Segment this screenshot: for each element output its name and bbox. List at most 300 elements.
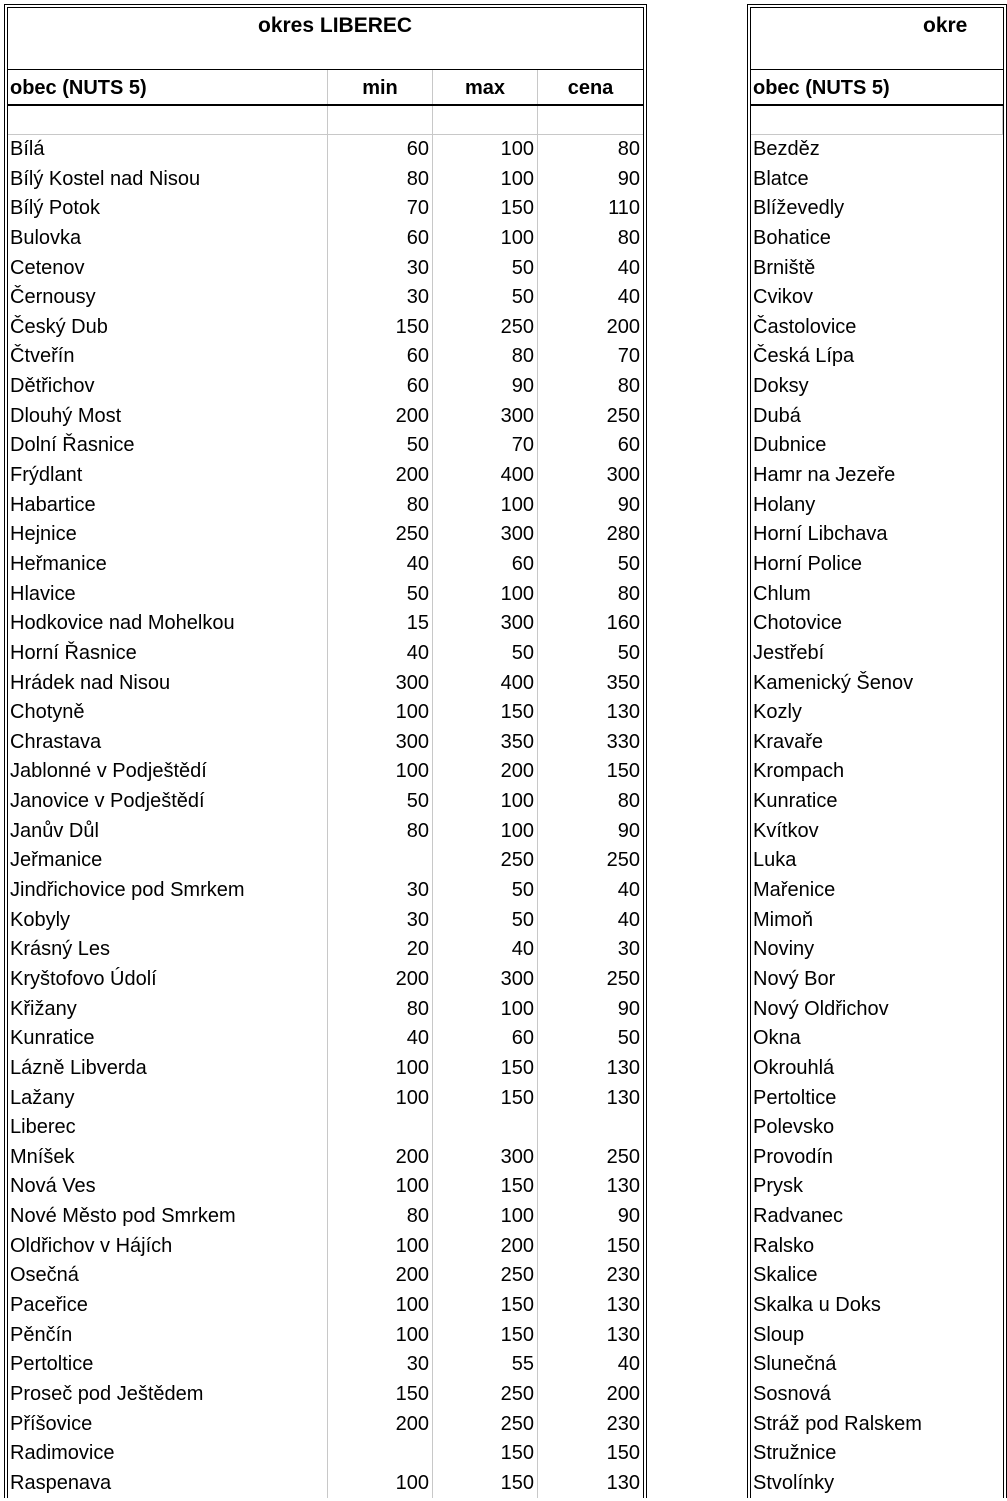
min-cell: 15 <box>328 609 433 639</box>
min-cell: 200 <box>328 965 433 995</box>
min-cell: 100 <box>328 698 433 728</box>
cena-cell: 130 <box>606 1086 640 1109</box>
table-row <box>751 995 1003 1025</box>
obec-cell: Hejnice <box>8 520 328 550</box>
obec-cell: Ralsko <box>753 1234 815 1257</box>
max-cell: 150 <box>433 1321 538 1351</box>
obec-cell: Stvolínky <box>753 1471 835 1494</box>
obec-cell: Bílá <box>8 135 328 165</box>
cena-cell: 150 <box>606 760 640 783</box>
max-cell: 350 <box>433 728 538 758</box>
min-cell: 40 <box>328 639 433 669</box>
table-row <box>8 846 643 876</box>
obec-cell: Habartice <box>8 491 328 521</box>
obec-cell: Paceřice <box>8 1291 328 1321</box>
min-cell: 60 <box>328 224 433 254</box>
liberec-table <box>4 4 647 1498</box>
table-row <box>751 461 1003 491</box>
obec-cell: Horní Police <box>753 552 862 575</box>
obec-cell: Lažany <box>8 1084 328 1114</box>
table-row <box>8 431 643 461</box>
min-cell: 150 <box>328 313 433 343</box>
table-row <box>751 1024 1003 1054</box>
cena-cell: 150 <box>606 1234 640 1257</box>
min-cell: 60 <box>328 342 433 372</box>
table-row <box>8 787 643 817</box>
min-cell: 100 <box>328 1172 433 1202</box>
table-row <box>8 965 643 995</box>
obec-cell: Český Dub <box>8 313 328 343</box>
cena-cell: 40 <box>617 256 640 279</box>
max-cell: 100 <box>433 995 538 1025</box>
header-min: min <box>328 70 433 104</box>
max-cell: 400 <box>433 669 538 699</box>
cena-cell <box>538 1113 643 1143</box>
cena-cell: 150 <box>606 1442 640 1465</box>
obec-cell: Polevsko <box>753 1116 835 1139</box>
cena-cell: 50 <box>617 1027 640 1050</box>
max-cell: 100 <box>433 787 538 817</box>
table-row <box>8 698 643 728</box>
cena-cell: 80 <box>617 582 640 605</box>
obec-cell: Hlavice <box>8 580 328 610</box>
max-cell: 100 <box>433 580 538 610</box>
obec-cell: Chotyně <box>8 698 328 728</box>
obec-cell: Oldřichov v Hájích <box>8 1232 328 1262</box>
table-row <box>8 224 643 254</box>
max-cell: 50 <box>433 639 538 669</box>
cena-cell: 80 <box>617 226 640 249</box>
min-cell: 100 <box>328 1054 433 1084</box>
table-title-text: okre <box>923 14 968 37</box>
min-cell: 50 <box>328 787 433 817</box>
table-row <box>8 1261 643 1291</box>
table-row <box>751 1321 1003 1351</box>
cena-cell: 230 <box>606 1412 640 1435</box>
obec-cell: Okrouhlá <box>753 1056 835 1079</box>
obec-cell: Radvanec <box>753 1205 844 1228</box>
table-row <box>751 1261 1003 1291</box>
obec-cell: Okna <box>753 1027 801 1050</box>
max-cell: 55 <box>433 1350 538 1380</box>
obec-cell: Hamr na Jezeře <box>753 464 896 487</box>
table-row <box>751 906 1003 936</box>
table-row <box>751 372 1003 402</box>
min-cell <box>328 1113 433 1143</box>
min-cell: 100 <box>328 1291 433 1321</box>
obec-cell: Stružnice <box>753 1442 837 1465</box>
obec-cell: Chlum <box>753 582 811 605</box>
max-cell: 250 <box>433 1410 538 1440</box>
obec-cell: Bílý Potok <box>8 194 328 224</box>
table-row <box>8 906 643 936</box>
obec-cell: Dubnice <box>753 434 827 457</box>
cena-cell: 90 <box>617 167 640 190</box>
max-cell: 200 <box>433 1232 538 1262</box>
obec-cell: Liberec <box>8 1113 328 1143</box>
obec-cell: Kvítkov <box>753 819 819 842</box>
table-row <box>8 165 643 195</box>
header-row <box>751 70 1003 106</box>
table-row <box>751 1113 1003 1143</box>
table-row <box>8 609 643 639</box>
obec-cell: Janův Důl <box>8 817 328 847</box>
obec-cell: Hodkovice nad Mohelkou <box>8 609 328 639</box>
obec-cell: Dolní Řasnice <box>8 431 328 461</box>
max-cell: 100 <box>433 165 538 195</box>
table-row <box>751 1084 1003 1114</box>
max-cell: 250 <box>433 846 538 876</box>
table-row <box>751 402 1003 432</box>
cena-cell: 200 <box>606 1382 640 1405</box>
table-row <box>8 1410 643 1440</box>
table-row <box>8 876 643 906</box>
min-cell: 200 <box>328 402 433 432</box>
table-row <box>751 757 1003 787</box>
obec-cell: Kozly <box>753 701 802 724</box>
min-cell: 100 <box>328 1321 433 1351</box>
max-cell: 150 <box>433 1084 538 1114</box>
table-row <box>751 135 1003 165</box>
max-cell <box>433 1113 538 1143</box>
table-row <box>8 1054 643 1084</box>
obec-cell: Horní Libchava <box>753 523 888 546</box>
min-cell: 150 <box>328 1380 433 1410</box>
cena-cell: 250 <box>606 404 640 427</box>
spacer-row <box>751 106 1003 135</box>
obec-cell: Doksy <box>753 375 809 398</box>
table-row <box>8 491 643 521</box>
table-row <box>751 1469 1003 1499</box>
table-row <box>751 580 1003 610</box>
obec-cell: Pěnčín <box>8 1321 328 1351</box>
table-row <box>751 1350 1003 1380</box>
min-cell: 30 <box>328 876 433 906</box>
min-cell: 100 <box>328 1469 433 1499</box>
table-row <box>8 313 643 343</box>
min-cell: 300 <box>328 669 433 699</box>
table-row <box>751 1232 1003 1262</box>
max-cell: 200 <box>433 757 538 787</box>
table-row <box>8 1232 643 1262</box>
min-cell: 50 <box>328 431 433 461</box>
obec-cell: Nový Bor <box>753 967 836 990</box>
cena-cell: 250 <box>606 849 640 872</box>
table-row <box>751 520 1003 550</box>
table-row <box>751 313 1003 343</box>
max-cell: 100 <box>433 135 538 165</box>
obec-cell: Jablonné v Podještědí <box>8 757 328 787</box>
min-cell: 200 <box>328 1410 433 1440</box>
cena-cell: 80 <box>617 790 640 813</box>
obec-cell: Kobyly <box>8 906 328 936</box>
min-cell: 200 <box>328 1261 433 1291</box>
table-row <box>8 1202 643 1232</box>
min-cell: 100 <box>328 757 433 787</box>
min-cell: 60 <box>328 135 433 165</box>
obec-cell: Mimoň <box>753 908 814 931</box>
max-cell: 150 <box>433 1054 538 1084</box>
obec-cell: Pertoltice <box>753 1086 837 1109</box>
cena-cell: 230 <box>606 1264 640 1287</box>
obec-cell: Stráž pod Ralskem <box>753 1412 922 1435</box>
cena-cell: 200 <box>606 315 640 338</box>
table-row <box>751 639 1003 669</box>
table-row <box>751 283 1003 313</box>
max-cell: 100 <box>433 491 538 521</box>
table-row <box>8 135 643 165</box>
min-cell: 30 <box>328 906 433 936</box>
table-row <box>751 1143 1003 1173</box>
table-row <box>8 550 643 580</box>
max-cell: 40 <box>433 935 538 965</box>
min-cell: 30 <box>328 254 433 284</box>
min-cell: 300 <box>328 728 433 758</box>
max-cell: 250 <box>433 313 538 343</box>
max-cell: 150 <box>433 194 538 224</box>
obec-cell: Sosnová <box>753 1382 831 1405</box>
table-row <box>751 1380 1003 1410</box>
max-cell: 100 <box>433 224 538 254</box>
min-cell: 40 <box>328 1024 433 1054</box>
header-row <box>8 70 643 106</box>
obec-cell: Dlouhý Most <box>8 402 328 432</box>
obec-cell: Nový Oldřichov <box>753 997 889 1020</box>
table-row <box>8 1439 643 1469</box>
table-row <box>8 1321 643 1351</box>
obec-cell: Luka <box>753 849 797 872</box>
obec-cell: Horní Řasnice <box>8 639 328 669</box>
obec-cell: Jestřebí <box>753 641 825 664</box>
cena-cell: 300 <box>606 464 640 487</box>
obec-cell: Bílý Kostel nad Nisou <box>8 165 328 195</box>
min-cell: 80 <box>328 995 433 1025</box>
obec-cell: Krásný Les <box>8 935 328 965</box>
table-body <box>8 135 643 1498</box>
table-row <box>751 1202 1003 1232</box>
max-cell: 100 <box>433 1202 538 1232</box>
cena-cell: 110 <box>608 197 640 220</box>
table-row <box>8 580 643 610</box>
min-cell <box>328 1439 433 1469</box>
obec-cell: Pertoltice <box>8 1350 328 1380</box>
min-cell: 80 <box>328 165 433 195</box>
obec-cell: Frýdlant <box>8 461 328 491</box>
obec-cell: Mníšek <box>8 1143 328 1173</box>
obec-cell: Hrádek nad Nisou <box>8 669 328 699</box>
obec-cell: Bulovka <box>8 224 328 254</box>
obec-cell: Slunečná <box>753 1353 837 1376</box>
max-cell: 300 <box>433 520 538 550</box>
table-row <box>751 1291 1003 1321</box>
table-row <box>8 1380 643 1410</box>
obec-cell: Černousy <box>8 283 328 313</box>
header-obec: obec (NUTS 5) <box>8 70 328 104</box>
obec-cell: Příšovice <box>8 1410 328 1440</box>
table-row <box>8 1291 643 1321</box>
min-cell: 60 <box>328 372 433 402</box>
table-row <box>751 491 1003 521</box>
table-row <box>751 431 1003 461</box>
table-row <box>8 1113 643 1143</box>
table-title <box>8 8 643 70</box>
table-row <box>751 728 1003 758</box>
min-cell: 70 <box>328 194 433 224</box>
obec-cell: Nová Ves <box>8 1172 328 1202</box>
obec-cell: Skalka u Doks <box>753 1293 881 1316</box>
table-row <box>8 1172 643 1202</box>
cena-cell: 80 <box>617 375 640 398</box>
obec-cell: Chrastava <box>8 728 328 758</box>
table-row <box>751 550 1003 580</box>
min-cell: 50 <box>328 580 433 610</box>
max-cell: 60 <box>433 550 538 580</box>
min-cell: 100 <box>328 1232 433 1262</box>
table-row <box>8 1084 643 1114</box>
cena-cell: 130 <box>606 1175 640 1198</box>
obec-cell: Janovice v Podještědí <box>8 787 328 817</box>
obec-cell: Mařenice <box>753 879 836 902</box>
obec-cell: Kryštofovo Údolí <box>8 965 328 995</box>
min-cell: 80 <box>328 1202 433 1232</box>
max-cell: 50 <box>433 906 538 936</box>
obec-cell: Česká Lípa <box>753 345 855 368</box>
obec-cell: Jeřmanice <box>8 846 328 876</box>
obec-cell: Radimovice <box>8 1439 328 1469</box>
obec-cell: Sloup <box>753 1323 805 1346</box>
obec-cell: Dubá <box>753 404 801 427</box>
cena-cell: 130 <box>606 1056 640 1079</box>
min-cell: 30 <box>328 1350 433 1380</box>
obec-cell: Jindřichovice pod Smrkem <box>8 876 328 906</box>
table-row <box>8 817 643 847</box>
table-row <box>8 520 643 550</box>
cena-cell: 250 <box>606 1145 640 1168</box>
cena-cell: 130 <box>606 1471 640 1494</box>
obec-cell: Provodín <box>753 1145 834 1168</box>
obec-cell: Cvikov <box>753 286 814 309</box>
max-cell: 70 <box>433 431 538 461</box>
min-cell: 80 <box>328 817 433 847</box>
table-title-text: okres LIBEREC <box>258 14 413 37</box>
obec-cell: Bezděz <box>753 138 820 160</box>
obec-cell: Raspenava <box>8 1469 328 1499</box>
header-obec: obec (NUTS 5) <box>753 77 890 99</box>
min-cell: 40 <box>328 550 433 580</box>
obec-cell: Dětřichov <box>8 372 328 402</box>
table-row <box>8 194 643 224</box>
cena-cell: 90 <box>617 819 640 842</box>
obec-cell: Brniště <box>753 256 816 279</box>
max-cell: 300 <box>433 965 538 995</box>
obec-cell: Osečná <box>8 1261 328 1291</box>
cena-cell: 90 <box>617 493 640 516</box>
table-row <box>751 965 1003 995</box>
cena-cell: 70 <box>617 345 640 368</box>
max-cell: 300 <box>433 402 538 432</box>
cena-cell: 160 <box>606 612 640 635</box>
table-row <box>8 1469 643 1499</box>
cena-cell: 90 <box>617 1205 640 1228</box>
obec-cell: Kunratice <box>753 790 838 813</box>
obec-cell: Křižany <box>8 995 328 1025</box>
obec-cell: Skalice <box>753 1264 818 1287</box>
cena-cell: 250 <box>606 967 640 990</box>
table-row <box>8 1143 643 1173</box>
cena-cell: 50 <box>617 641 640 664</box>
cena-cell: 130 <box>606 1323 640 1346</box>
table-row <box>8 461 643 491</box>
obec-cell: Kamenický Šenov <box>753 671 914 694</box>
min-cell: 100 <box>328 1084 433 1114</box>
min-cell: 200 <box>328 461 433 491</box>
max-cell: 50 <box>433 876 538 906</box>
table-row <box>751 935 1003 965</box>
table-row <box>751 194 1003 224</box>
max-cell: 80 <box>433 342 538 372</box>
max-cell: 250 <box>433 1380 538 1410</box>
max-cell: 250 <box>433 1261 538 1291</box>
table-row <box>751 876 1003 906</box>
cena-cell: 30 <box>617 938 640 961</box>
obec-cell: Chotovice <box>753 612 842 635</box>
second-district-table <box>747 4 1007 1498</box>
header-cena: cena <box>567 77 614 99</box>
cena-cell: 330 <box>606 730 640 753</box>
obec-cell: Blatce <box>753 167 809 190</box>
min-cell: 30 <box>328 283 433 313</box>
table-row <box>751 817 1003 847</box>
table-row <box>8 254 643 284</box>
obec-cell: Bohatice <box>753 226 831 249</box>
obec-cell: Blíževedly <box>753 197 845 220</box>
max-cell: 50 <box>433 254 538 284</box>
cena-cell: 40 <box>617 908 640 931</box>
table-row <box>751 1172 1003 1202</box>
obec-cell: Lázně Libverda <box>8 1054 328 1084</box>
table-row <box>751 342 1003 372</box>
max-cell: 50 <box>433 283 538 313</box>
min-cell <box>328 846 433 876</box>
max-cell: 150 <box>433 698 538 728</box>
obec-cell: Nové Město pod Smrkem <box>8 1202 328 1232</box>
table-row <box>751 669 1003 699</box>
table-row <box>751 224 1003 254</box>
max-cell: 90 <box>433 372 538 402</box>
table-row <box>8 935 643 965</box>
table-title <box>751 8 1003 70</box>
table-row <box>751 609 1003 639</box>
min-cell: 250 <box>328 520 433 550</box>
table-row <box>8 402 643 432</box>
table-row <box>751 1439 1003 1469</box>
table-row <box>8 1350 643 1380</box>
table-row <box>8 283 643 313</box>
cena-cell: 40 <box>617 879 640 902</box>
table-row <box>8 639 643 669</box>
cena-cell: 350 <box>606 671 640 694</box>
cena-cell: 80 <box>617 138 640 160</box>
min-cell: 200 <box>328 1143 433 1173</box>
cena-cell: 130 <box>606 701 640 724</box>
cena-cell: 280 <box>606 523 640 546</box>
cena-cell: 40 <box>617 286 640 309</box>
obec-cell: Proseč pod Ještědem <box>8 1380 328 1410</box>
table-row <box>751 254 1003 284</box>
table-row <box>8 669 643 699</box>
max-cell: 150 <box>433 1439 538 1469</box>
table-row <box>751 846 1003 876</box>
